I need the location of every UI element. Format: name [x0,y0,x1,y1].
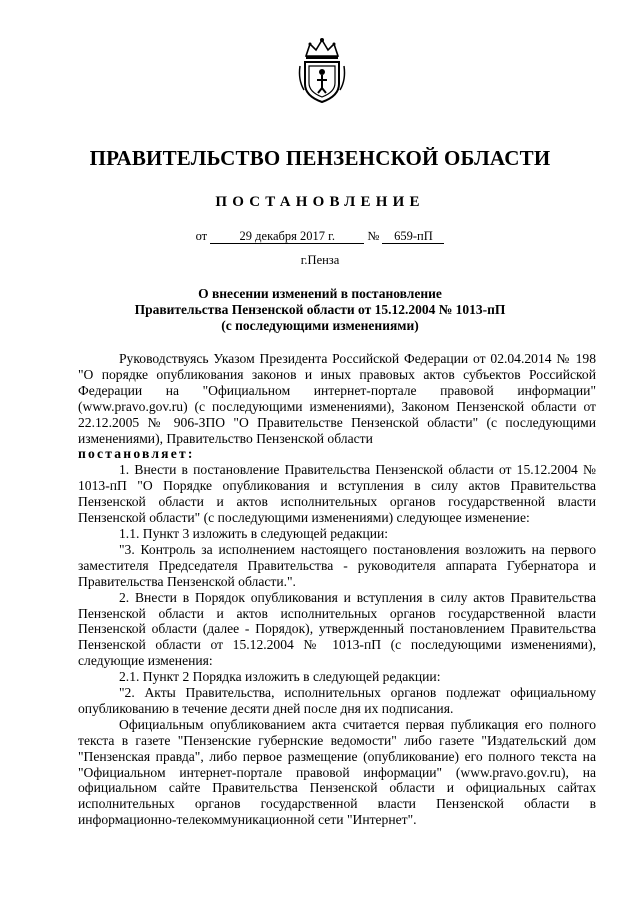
document-heading [0,286,640,334]
preamble-paragraph: Руководствуясь Указом Президента Российской Федерации от 02.04.2014 № 198 "О порядке опубликования законов и иных правовых актов субъектов Российской Федерации на "Официальном интернет-портале правовой информации" (www.pravo.gov.ru) (с последующими изменениями), Законом Пензенской области от 22.12.2005 № 906-ЗПО "О Правительстве Пензенской области" (с последующими изменениями), Правительство Пензенской области [78,351,596,446]
number-prefix: № [367,229,380,243]
paragraph-2-1-text-2: Официальным опубликованием акта считается первая публикация его полного текста в газете "Пензенские губернские ведомости" либо газете "Издательский дом "Пензенская правда", либо первое размещение (опубликование) его полного текста на "Официальном интернет-портале правовой информации" (www.pravo.gov.ru), на официальном сайте Правительства Пензенской области и официальных сайтах исполнительных органов государственной власти Пензенской области в информационно-телекоммуникационной сети "Интернет". [78,716,596,828]
heading-line-1: О внесении изменений в постановление [198,286,442,301]
paragraph-1-1-text: "3. Контроль за исполнением настоящего постановления возложить на первого заместителя Председателя Правительства - руководителя аппарата Губернатора и Правительства Пензенской области.". [78,541,596,589]
coat-of-arms-icon [296,36,348,104]
date-number-line [0,229,640,244]
paragraph-1-1: 1.1. Пункт 3 изложить в следующей редакции: [119,525,389,541]
paragraph-2-1-text: "2. Акты Правительства, исполнительных органов подлежат официальному опубликованию в течение десяти дней после дня их подписания. [78,685,596,716]
paragraph-2-1: 2.1. Пункт 2 Порядка изложить в следующей редакции: [119,669,441,685]
decree-text: постановляет: [78,446,195,462]
heading-line-2: Правительства Пензенской области от 15.12.2004 № 1013-пП [134,302,506,317]
decree-word [78,446,596,462]
document-number: 659-пП [382,229,444,244]
city: г.Пенза [300,253,340,267]
paragraph-2: 2. Внести в Порядок опубликования и вступления в силу актов Правительства Пензенской области и актов исполнительных органов государственной власти Пензенской области (далее - Порядок), утвержденный постановлением Правительства Пензенской области от 15.12.2004 № 1013-пП (с последующими изменениями), следующие изменения: [78,589,596,669]
paragraph-1: 1. Внести в постановление Правительства Пензенской области от 15.12.2004 № 1013-пП "О Порядке опубликования и вступления в силу актов Правительства Пензенской области и актов исполнительных органов государственной власти Пензенской области" (с последующими изменениями) следующее изменение: [78,462,596,526]
document-type: ПОСТАНОВЛЕНИЕ [215,194,425,210]
heading-line-3: (с последующими изменениями) [221,318,419,333]
document-date: 29 декабря 2017 г. [210,229,364,244]
date-prefix: от [195,229,208,243]
organization-title: ПРАВИТЕЛЬСТВО ПЕНЗЕНСКОЙ ОБЛАСТИ [89,146,551,170]
document-body [78,351,596,828]
